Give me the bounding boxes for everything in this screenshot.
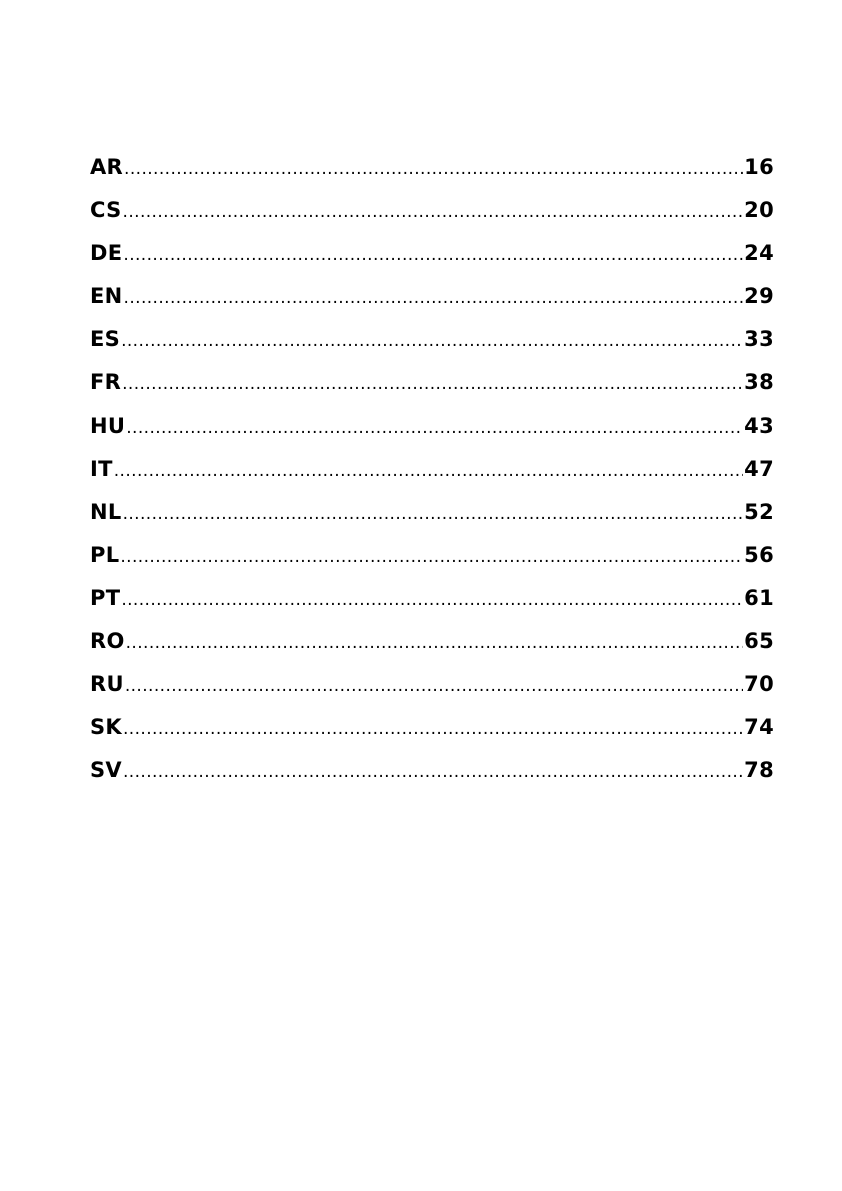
- page-number: 56: [744, 542, 774, 567]
- dot-leader: [126, 626, 744, 660]
- toc-entry-en[interactable]: [90, 279, 774, 322]
- toc-entry-pl[interactable]: [90, 538, 774, 581]
- dot-leader: [121, 583, 743, 617]
- toc-entry-sk[interactable]: [90, 710, 774, 753]
- dot-leader: [123, 712, 743, 746]
- language-code: HU: [90, 413, 126, 438]
- language-code: RU: [90, 672, 124, 697]
- toc-entry-it[interactable]: [90, 452, 774, 495]
- dot-leader: [124, 281, 744, 315]
- dot-leader: [126, 411, 743, 445]
- page-number: 74: [744, 715, 774, 740]
- toc-entry-nl[interactable]: [90, 495, 774, 538]
- dot-leader: [114, 454, 743, 488]
- table-of-contents: [90, 150, 774, 796]
- page-number: 65: [744, 629, 774, 654]
- page-number: 38: [744, 370, 774, 395]
- page-number: 16: [744, 155, 774, 179]
- page-number: 61: [744, 585, 774, 610]
- language-code: EN: [90, 284, 123, 309]
- toc-entry-fr[interactable]: [90, 365, 774, 408]
- page-number: 29: [744, 284, 774, 309]
- language-code: AR: [90, 155, 124, 179]
- toc-entry-ro[interactable]: [90, 624, 774, 667]
- language-code: CS: [90, 198, 122, 223]
- page-number: 33: [744, 327, 774, 352]
- language-code: DE: [90, 241, 123, 266]
- page-number: 24: [744, 241, 774, 266]
- page-number: 47: [744, 456, 774, 481]
- dot-leader: [122, 367, 743, 401]
- page-number: 52: [744, 499, 774, 524]
- toc-entry-es[interactable]: [90, 322, 774, 365]
- toc-entry-ru[interactable]: [90, 667, 774, 710]
- language-code: SV: [90, 758, 122, 783]
- dot-leader: [123, 755, 743, 789]
- dot-leader: [125, 669, 743, 703]
- toc-entry-de[interactable]: [90, 236, 774, 279]
- language-code: PT: [90, 585, 121, 610]
- page-number: 70: [744, 672, 774, 697]
- language-code: IT: [90, 456, 113, 481]
- language-code: NL: [90, 499, 122, 524]
- language-code: SK: [90, 715, 122, 740]
- dot-leader: [123, 195, 744, 229]
- page-number: 20: [744, 198, 774, 223]
- toc-entry-pt[interactable]: [90, 581, 774, 624]
- toc-entry-hu[interactable]: [90, 409, 774, 452]
- dot-leader: [121, 324, 743, 358]
- language-code: ES: [90, 327, 121, 352]
- page-number: 43: [744, 413, 774, 438]
- language-code: RO: [90, 629, 125, 654]
- language-code: PL: [90, 542, 120, 567]
- language-code: FR: [90, 370, 122, 395]
- toc-entry-cs[interactable]: [90, 193, 774, 236]
- toc-entry-ar[interactable]: [90, 150, 774, 193]
- toc-entry-sv[interactable]: [90, 753, 774, 796]
- dot-leader: [124, 152, 743, 186]
- dot-leader: [123, 497, 744, 531]
- page-number: 78: [744, 758, 774, 783]
- dot-leader: [120, 540, 743, 574]
- dot-leader: [123, 238, 743, 272]
